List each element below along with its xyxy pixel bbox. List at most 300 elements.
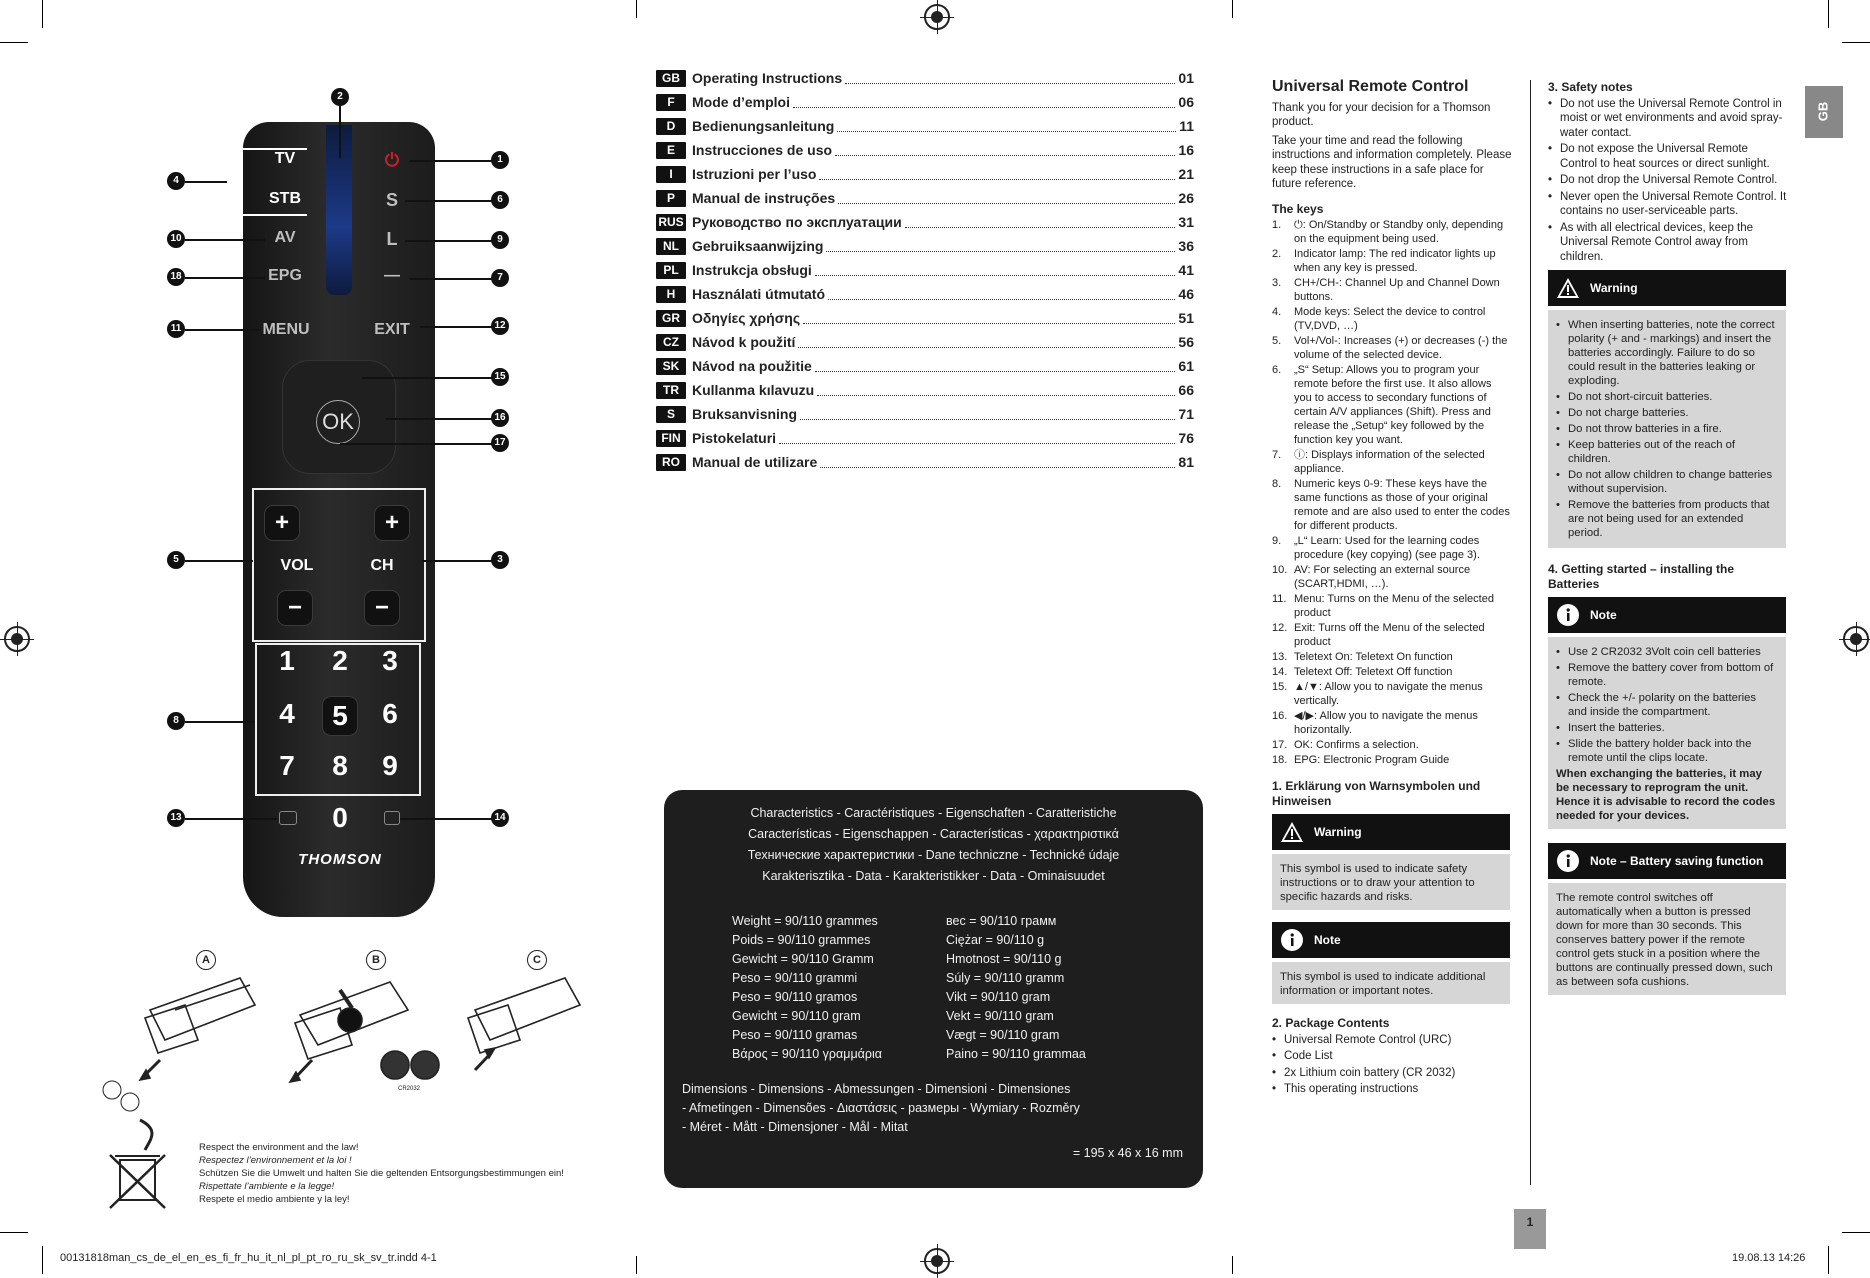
ch-minus-key: − — [364, 590, 400, 626]
key-text: „S“ Setup: Allows you to program your remote before the first use. It also allows you to access to secondary functions of certain A/V appliances (Shift). Press and release the „Setup“ key followed by the function key you want. — [1294, 364, 1492, 446]
vol-ch-bracket — [252, 488, 426, 642]
callout-9: 9 — [491, 231, 509, 249]
toc-language-code: RO — [656, 454, 686, 471]
toc-language-code: RUS — [656, 214, 686, 231]
key-text: EPG: Electronic Program Guide — [1294, 754, 1450, 766]
leader-line — [410, 160, 493, 162]
dimensions-line: - Méret - Mått - Dimensjoner - Mål - Mitat — [682, 1120, 908, 1134]
toc-language-code: CZ — [656, 334, 686, 351]
key-text: OK: Confirms a selection. — [1294, 739, 1419, 751]
crop-mark — [1828, 1246, 1829, 1274]
toc-leader-dots — [815, 265, 1176, 276]
toc-language-code: P — [656, 190, 686, 207]
battery-warning-box — [1548, 270, 1786, 548]
battery-warning-list — [1556, 318, 1778, 540]
toc-row — [656, 403, 1194, 425]
list-item: • Slide the battery holder back into the remote until the clips locate. — [1556, 737, 1778, 765]
key-description — [1272, 650, 1512, 664]
text-column-1 — [1272, 80, 1512, 1099]
install-steps-list — [1556, 645, 1778, 765]
digit-5-key: 5 — [322, 696, 358, 736]
note-header — [1548, 843, 1786, 879]
leader-line — [185, 560, 253, 562]
callout-17: 17 — [491, 434, 509, 452]
key-text: ◀/▶: Allow you to navigate the menus horizontally. — [1294, 710, 1478, 736]
toc-language-code: GB — [656, 70, 686, 87]
callout-16: 16 — [491, 409, 509, 427]
toc-leader-dots — [779, 433, 1175, 444]
step-a-drawing — [140, 978, 255, 1080]
toc-page-number: 51 — [1178, 310, 1194, 326]
info-icon — [1556, 849, 1580, 873]
toc-page-number: 76 — [1178, 430, 1194, 446]
toc-title: Használati útmutató — [692, 286, 826, 302]
power-icon: ⏻ — [384, 150, 400, 170]
list-item: • Do not use the Universal Remote Control in moist or wet environments and avoid spray-water contact. — [1548, 97, 1788, 141]
environment-notice — [199, 1141, 564, 1206]
toc-row — [656, 115, 1194, 137]
toc-title: Bedienungsanleitung — [692, 118, 835, 134]
warning-icon — [1280, 820, 1304, 844]
note-text: This symbol is used to indicate additional information or important notes. — [1272, 962, 1510, 1004]
key-text: Teletext On: Teletext On function — [1294, 651, 1453, 663]
key-description — [1272, 738, 1512, 752]
callout-18: 18 — [167, 268, 185, 286]
toc-page-number: 56 — [1178, 334, 1194, 350]
ch-plus-key: + — [374, 505, 410, 541]
weight-line: Βάρος = 90/110 γραμμάρια — [732, 1047, 883, 1061]
warning-header — [1272, 814, 1510, 850]
spec-header-line: Karakterisztika - Data - Karakteristikker - Data - Ominaisuudet — [762, 869, 1105, 883]
toc-leader-dots — [820, 457, 1175, 468]
key-description — [1272, 448, 1512, 476]
environment-line: Respete el medio ambiente y la ley! — [199, 1194, 350, 1205]
vol-minus-key: − — [277, 590, 313, 626]
callout-6: 6 — [491, 191, 509, 209]
weight-line: Peso = 90/110 grammi — [732, 971, 858, 985]
install-bold-note: When exchanging the batteries, it may be necessary to reprogram the unit. Hence it is advisable to record the codes needed for your devices. — [1556, 768, 1776, 822]
weight-line: вес = 90/110 грамм — [946, 914, 1057, 928]
callout-11: 11 — [167, 320, 185, 338]
leader-line — [362, 377, 493, 379]
key-text: CH+/CH-: Channel Up and Channel Down buttons. — [1294, 277, 1500, 303]
callout-2: 2 — [331, 88, 349, 106]
leader-line — [185, 818, 277, 820]
page-number: 1 — [1514, 1209, 1546, 1249]
weight-line: Vægt = 90/110 gram — [946, 1028, 1060, 1042]
callout-13: 13 — [167, 809, 185, 827]
toc-page-number: 41 — [1178, 262, 1194, 278]
key-description — [1272, 563, 1512, 591]
toc-leader-dots — [837, 121, 1176, 132]
note-label: Note — [1314, 932, 1341, 947]
warning-label: Warning — [1314, 824, 1362, 839]
recycle-bin-icon — [100, 1080, 170, 1210]
stb-key: STB — [269, 190, 301, 207]
key-description — [1272, 665, 1512, 679]
toc-title: Mode d’emploi — [692, 94, 790, 110]
digit-3-key: 3 — [382, 645, 398, 676]
list-item: • Use 2 CR2032 3Volt coin cell batteries — [1556, 645, 1778, 659]
teletext-off-icon — [384, 811, 400, 825]
crop-mark — [0, 1232, 28, 1233]
key-number: 18. — [1272, 754, 1288, 766]
install-steps — [1548, 637, 1786, 829]
weight-line: Paino = 90/110 grammaa — [946, 1047, 1086, 1061]
toc-title: Operating Instructions — [692, 70, 843, 86]
vol-label: VOL — [280, 557, 314, 574]
epg-key: EPG — [268, 267, 302, 284]
key-number: 6. — [1272, 364, 1282, 376]
key-number: 12. — [1272, 622, 1288, 634]
key-number: 17. — [1272, 739, 1288, 751]
toc-row — [656, 427, 1194, 449]
warning-header — [1548, 270, 1786, 306]
toc-page-number: 16 — [1178, 142, 1194, 158]
environment-line: Schützen Sie die Umwelt und halten Sie die geltenden Entsorgungsbestimmungen ein! — [199, 1168, 564, 1179]
spec-header-line: Технические характеристики - Dane techniczne - Technické údaje — [747, 848, 1120, 862]
toc-row — [656, 67, 1194, 89]
toc-page-number: 01 — [1178, 70, 1194, 86]
key-number: 2. — [1272, 248, 1282, 260]
toc-page-number: 71 — [1178, 406, 1194, 422]
weight-line: Gewicht = 90/110 Gramm — [732, 952, 874, 966]
toc-row — [656, 451, 1194, 473]
setup-s-key: S — [385, 190, 398, 210]
toc-page-number: 21 — [1178, 166, 1194, 182]
toc-language-code: S — [656, 406, 686, 423]
toc-language-code: SK — [656, 358, 686, 375]
toc-title: Bruksanvisning — [692, 406, 798, 422]
toc-page-number: 11 — [1179, 118, 1194, 134]
list-item: • Keep batteries out of the reach of children. — [1556, 438, 1778, 466]
key-number: 7. — [1272, 449, 1282, 461]
battery-label: CR2032 — [398, 1086, 421, 1092]
leader-line — [185, 239, 265, 241]
toc-leader-dots — [845, 73, 1175, 84]
teletext-on-icon — [279, 811, 297, 825]
toc-leader-dots — [826, 241, 1175, 252]
toc-row — [656, 379, 1194, 401]
toc-row — [656, 139, 1194, 161]
list-item: • Do not short-circuit batteries. — [1556, 390, 1778, 404]
list-item: • Universal Remote Control (URC) — [1272, 1033, 1512, 1048]
note-label: Note – Battery saving function — [1590, 853, 1764, 868]
toc-title: Istruzioni per l’uso — [692, 166, 817, 182]
toc-title: Οδηγίες χρήσης — [692, 310, 801, 326]
toc-language-code: E — [656, 142, 686, 159]
keys-list — [1272, 218, 1512, 767]
specifications-box — [664, 790, 1203, 1188]
learn-l-key: L — [386, 229, 398, 249]
list-item: • Do not allow children to change batteries without supervision. — [1556, 468, 1778, 496]
crop-mark — [42, 0, 43, 28]
digit-6-key: 6 — [382, 698, 398, 729]
weight-line: Súly = 90/110 gramm — [946, 971, 1065, 985]
leader-line — [422, 560, 493, 562]
note-box — [1272, 922, 1510, 1004]
leader-line — [185, 721, 255, 723]
toc-title: Pistokelaturi — [692, 430, 777, 446]
toc-page-number: 31 — [1178, 214, 1194, 230]
toc-row — [656, 355, 1194, 377]
list-item: • Do not drop the Universal Remote Control. — [1548, 173, 1788, 188]
weight-line: Vekt = 90/110 gram — [946, 1009, 1054, 1023]
toc-row — [656, 163, 1194, 185]
toc-language-code: D — [656, 118, 686, 135]
callout-5: 5 — [167, 551, 185, 569]
toc-title: Návod na použitie — [692, 358, 812, 374]
ok-key: OK — [316, 400, 360, 444]
toc-leader-dots — [838, 193, 1175, 204]
toc-language-code: I — [656, 166, 686, 183]
toc-row — [656, 235, 1194, 257]
toc-language-code: PL — [656, 262, 686, 279]
toc-row — [656, 307, 1194, 329]
dimensions-line: Dimensions - Dimensions - Abmessungen - Dimensioni - Dimensiones — [682, 1082, 1071, 1096]
key-text: „L“ Learn: Used for the learning codes procedure (key copying) (see page 3). — [1294, 535, 1480, 561]
toc-leader-dots — [905, 217, 1176, 228]
list-item: • This operating instructions — [1272, 1082, 1512, 1097]
toc-title: Manual de instruções — [692, 190, 836, 206]
install-note-box — [1548, 597, 1786, 829]
crop-mark — [636, 1256, 637, 1274]
leader-line — [185, 329, 259, 331]
ch-label: CH — [370, 557, 394, 574]
info-icon — [1556, 603, 1580, 627]
tv-key: TV — [274, 150, 296, 167]
info-key: — — [384, 267, 400, 284]
key-text: Mode keys: Select the device to control (TV,DVD, …) — [1294, 306, 1486, 332]
key-description — [1272, 305, 1512, 333]
dimension-value: = 195 x 46 x 16 mm — [1072, 1146, 1183, 1160]
key-description — [1272, 247, 1512, 275]
list-item: • Remove the battery cover from bottom of remote. — [1556, 661, 1778, 689]
language-tab: GB — [1805, 86, 1843, 138]
leader-line — [410, 278, 493, 280]
digit-2-key: 2 — [332, 645, 348, 676]
key-number: 4. — [1272, 306, 1282, 318]
toc-title: Kullanma kılavuzu — [692, 382, 815, 398]
callout-7: 7 — [491, 269, 509, 287]
document-title: Universal Remote Control — [1272, 78, 1469, 95]
av-key: AV — [274, 229, 296, 246]
key-number: 5. — [1272, 335, 1282, 347]
digit-8-key: 8 — [332, 750, 348, 781]
toc-row — [656, 187, 1194, 209]
environment-line: Respect the environment and the law! — [199, 1142, 359, 1153]
toc-leader-dots — [800, 409, 1175, 420]
list-item: • Do not charge batteries. — [1556, 406, 1778, 420]
crop-mark — [1828, 0, 1829, 28]
toc-row — [656, 259, 1194, 281]
crop-mark — [1842, 1232, 1870, 1233]
key-description — [1272, 218, 1512, 246]
section-2-heading: 2. Package Contents — [1272, 1016, 1390, 1030]
key-number: 1. — [1272, 219, 1282, 231]
list-item: • Code List — [1272, 1049, 1512, 1064]
toc-language-code: GR — [656, 310, 686, 327]
keys-heading: The keys — [1272, 201, 1324, 216]
digit-4-key: 4 — [279, 698, 295, 729]
toc-row — [656, 331, 1194, 353]
toc-leader-dots — [793, 97, 1175, 108]
weight-line: Vikt = 90/110 gram — [946, 990, 1051, 1004]
toc-language-code: TR — [656, 382, 686, 399]
crop-mark — [42, 1246, 43, 1274]
key-text: AV: For selecting an external source (SCART,HDMI, …). — [1294, 564, 1471, 590]
toc-leader-dots — [819, 169, 1175, 180]
crop-mark — [1232, 0, 1233, 18]
digit-1-key: 1 — [279, 645, 295, 676]
environment-line: Respectez l’environnement et la loi ! — [199, 1155, 352, 1166]
menu-key: MENU — [262, 321, 310, 338]
leader-line — [405, 240, 493, 242]
key-description — [1272, 680, 1512, 708]
key-text: Numeric keys 0-9: These keys have the same functions as those of your original remote and are also used to enter the codes for different products. — [1294, 478, 1510, 532]
toc-title: Руководство по эксплуатации — [692, 214, 902, 230]
callout-10: 10 — [167, 230, 185, 248]
leader-line — [420, 326, 493, 328]
leader-line — [185, 181, 227, 183]
registration-mark — [924, 1248, 950, 1274]
list-item: • Do not expose the Universal Remote Control to heat sources or direct sunlight. — [1548, 142, 1788, 171]
weight-line: Hmotnost = 90/110 g — [946, 952, 1062, 966]
weight-line: Peso = 90/110 gramas — [732, 1028, 858, 1042]
warning-label: Warning — [1590, 280, 1638, 295]
vol-plus-key: + — [264, 505, 300, 541]
callout-12: 12 — [491, 317, 509, 335]
callout-15: 15 — [491, 368, 509, 386]
key-text: Indicator lamp: The red indicator lights up when any key is pressed. — [1294, 248, 1496, 274]
footer-filename: 00131818man_cs_de_el_en_es_fi_fr_hu_it_nl_pl_pt_ro_ru_sk_sv_tr.indd 4-1 — [60, 1252, 437, 1264]
battery-saving-text: The remote control switches off automatically when a button is pressed down for more than 30 seconds. This conserves battery power if the remote control gets stuck in a position where the buttons are continually pressed down, such as between sofa cushions. — [1548, 883, 1786, 995]
leader-line — [339, 106, 341, 158]
note-header — [1272, 922, 1510, 958]
toc-language-code: NL — [656, 238, 686, 255]
weight-line: Ciężar = 90/110 g — [946, 933, 1045, 947]
toc-page-number: 66 — [1178, 382, 1194, 398]
crop-mark — [0, 42, 28, 43]
key-description — [1272, 709, 1512, 737]
warning-text: This symbol is used to indicate safety instructions or to draw your attention to specific hazards and risks. — [1272, 854, 1510, 910]
toc-leader-dots — [835, 145, 1175, 156]
key-number: 16. — [1272, 710, 1288, 722]
crop-mark — [1232, 1256, 1233, 1274]
brand-logo: THOMSON — [298, 851, 382, 868]
list-item: • Remove the batteries from products that are not being used for an extended period. — [1556, 498, 1778, 540]
key-number: 9. — [1272, 535, 1282, 547]
key-text: Teletext Off: Teletext Off function — [1294, 666, 1453, 678]
callout-14: 14 — [491, 809, 509, 827]
callout-4: 4 — [167, 172, 185, 190]
toc-leader-dots — [828, 289, 1175, 300]
toc-page-number: 36 — [1178, 238, 1194, 254]
package-contents-list — [1272, 1033, 1512, 1097]
warning-icon — [1556, 276, 1580, 300]
key-text: ⓘ: Displays information of the selected appliance. — [1294, 449, 1485, 475]
callout-8: 8 — [167, 712, 185, 730]
section-4-heading: 4. Getting started – installing the Batteries — [1548, 562, 1735, 591]
note-label: Note — [1590, 607, 1617, 622]
toc-language-code: H — [656, 286, 686, 303]
toc-title: Návod k použití — [692, 334, 796, 350]
list-item: • Do not throw batteries in a fire. — [1556, 422, 1778, 436]
key-text: Exit: Turns off the Menu of the selected product — [1294, 622, 1485, 648]
registration-mark — [924, 4, 950, 30]
warning-box — [1272, 814, 1510, 910]
leader-line — [340, 443, 493, 445]
registration-mark — [1843, 626, 1869, 652]
list-item: • Check the +/- polarity on the batteries and inside the compartment. — [1556, 691, 1778, 719]
toc-leader-dots — [803, 313, 1175, 324]
toc-leader-dots — [817, 385, 1175, 396]
key-number: 8. — [1272, 478, 1282, 490]
crop-mark — [636, 0, 637, 18]
spec-header-line: Characteristics - Caractéristiques - Eigenschaften - Caratteristiche — [750, 806, 1117, 820]
weight-line: Gewicht = 90/110 gram — [732, 1009, 861, 1023]
key-number: 14. — [1272, 666, 1288, 678]
key-text: ⏻: On/Standby or Standby only, depending on the equipment being used. — [1294, 219, 1504, 245]
crop-mark — [1842, 42, 1870, 43]
toc-title: Instrukcja obsługi — [692, 262, 812, 278]
toc-page-number: 46 — [1178, 286, 1194, 302]
leader-line — [185, 277, 265, 279]
info-icon — [1280, 928, 1304, 952]
leader-line — [400, 818, 493, 820]
digit-0-key: 0 — [332, 802, 348, 833]
key-number: 15. — [1272, 681, 1288, 693]
safety-notes-list — [1548, 97, 1788, 265]
column-divider — [1530, 80, 1531, 1185]
weight-line: Weight = 90/110 grammes — [732, 914, 878, 928]
key-text: Menu: Turns on the Menu of the selected product — [1294, 593, 1494, 619]
toc-title: Instrucciones de uso — [692, 142, 833, 158]
toc-row — [656, 211, 1194, 233]
list-item: • Insert the batteries. — [1556, 721, 1778, 735]
toc-leader-dots — [798, 337, 1175, 348]
digit-7-key: 7 — [279, 750, 295, 781]
key-description — [1272, 534, 1512, 562]
key-description — [1272, 477, 1512, 533]
toc-row — [656, 283, 1194, 305]
section-1-heading: 1. Erklärung von Warnsymbolen und Hinweisen — [1272, 779, 1481, 808]
environment-line: Rispettate l’ambiente e la legge! — [199, 1181, 335, 1192]
text-column-2 — [1548, 80, 1788, 995]
step-b-label: B — [366, 950, 386, 970]
digit-9-key: 9 — [382, 750, 398, 781]
key-text: ▲/▼: Allow you to navigate the menus vertically. — [1294, 681, 1483, 707]
key-description — [1272, 592, 1512, 620]
toc-language-code: F — [656, 94, 686, 111]
list-item: • Never open the Universal Remote Control. It contains no user-serviceable parts. — [1548, 190, 1788, 219]
callout-1: 1 — [491, 151, 509, 169]
key-description — [1272, 753, 1512, 767]
list-item: • When inserting batteries, note the correct polarity (+ and - markings) and insert the batteries accordingly. Failure to do so could result in the batteries leaking or exploding. — [1556, 318, 1778, 388]
key-number: 13. — [1272, 651, 1288, 663]
key-description — [1272, 276, 1512, 304]
dimensions-line: - Afmetingen - Dimensões - Διαστάσεις - размеры - Wymiary - Rozměry — [682, 1101, 1080, 1115]
list-item: • 2x Lithium coin battery (CR 2032) — [1272, 1066, 1512, 1081]
toc-leader-dots — [815, 361, 1176, 372]
weight-line: Poids = 90/110 grammes — [732, 933, 871, 947]
key-description — [1272, 334, 1512, 362]
key-number: 3. — [1272, 277, 1282, 289]
mode-keys-bracket — [227, 148, 307, 216]
exit-key: EXIT — [374, 321, 410, 338]
toc-language-code: FIN — [656, 430, 686, 447]
toc-page-number: 06 — [1178, 94, 1194, 110]
